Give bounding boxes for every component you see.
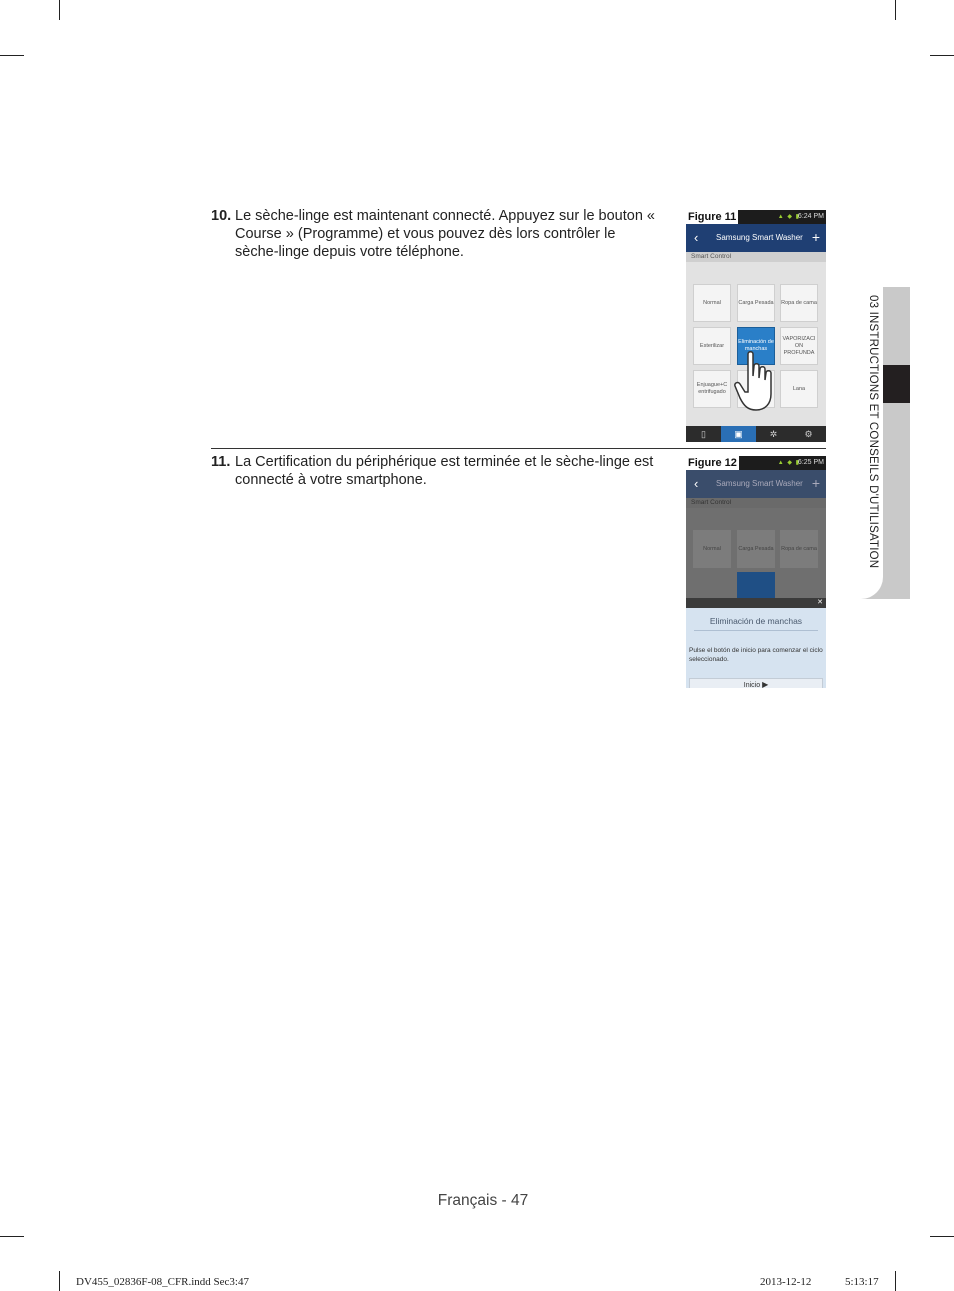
footer-date: 2013-12-12 bbox=[760, 1276, 812, 1288]
status-time: 6:24 PM bbox=[797, 213, 824, 220]
add-icon: + bbox=[811, 475, 820, 491]
app-title: Samsung Smart Washer bbox=[716, 479, 803, 488]
back-icon: ‹ bbox=[694, 476, 699, 491]
dialog-title: Eliminación de manchas bbox=[709, 616, 803, 626]
course-tile: Normal bbox=[693, 530, 731, 568]
settings-icon: ⚙ bbox=[804, 429, 813, 439]
crop-mark bbox=[930, 1236, 954, 1237]
status-icons: ▲ ◆ ▮ bbox=[777, 214, 800, 220]
play-icon: ▶ bbox=[762, 680, 769, 688]
section-header: Smart Control bbox=[686, 498, 826, 508]
dashboard-icon: ▯ bbox=[701, 429, 706, 439]
course-tile: Esterilizar bbox=[693, 327, 731, 365]
crop-mark bbox=[59, 1271, 60, 1291]
step-number: 11. bbox=[211, 454, 231, 470]
course-tile: Ropa de cama bbox=[780, 530, 818, 568]
page-number: Français - 47 bbox=[437, 1192, 529, 1209]
crop-mark bbox=[0, 55, 24, 56]
course-tile: Carga Pesada bbox=[737, 284, 775, 322]
bottom-toolbar bbox=[686, 426, 826, 442]
course-tile: Lana bbox=[780, 370, 818, 408]
chapter-marker bbox=[883, 365, 910, 403]
figure-12-screenshot bbox=[686, 456, 826, 688]
figure-11-screenshot bbox=[686, 210, 826, 442]
status-time: 6:25 PM bbox=[797, 459, 824, 466]
start-button bbox=[689, 678, 823, 688]
step-number: 10. bbox=[211, 208, 232, 224]
chapter-title: 03 INSTRUCTIONS ET CONSEILS D'UTILISATION bbox=[867, 295, 879, 569]
control-icon: ▣ bbox=[721, 426, 756, 442]
add-icon: + bbox=[811, 229, 820, 245]
crop-mark bbox=[930, 55, 954, 56]
close-icon: ✕ bbox=[686, 598, 826, 608]
crop-mark bbox=[59, 0, 60, 20]
course-tile: VAPORIZACI ON PROFUNDA bbox=[780, 327, 818, 365]
start-label: Inicio bbox=[743, 682, 761, 688]
step-text: La Certification du périphérique est terminée et le sèche-linge est connecté à votre smartphone. bbox=[235, 454, 654, 488]
crop-mark bbox=[0, 1236, 24, 1237]
course-tile: Carga Pesada bbox=[737, 530, 775, 568]
back-icon: ‹ bbox=[694, 230, 699, 245]
hand-pointer-icon bbox=[734, 350, 774, 414]
course-tile: Enjuague+C entrifugado bbox=[693, 370, 731, 408]
crop-mark bbox=[895, 0, 896, 20]
app-bar bbox=[686, 224, 826, 252]
app-title: Samsung Smart Washer bbox=[716, 233, 803, 242]
dialog-divider bbox=[694, 630, 818, 631]
course-dialog bbox=[686, 598, 826, 688]
dialog-message: Pulse el botón de inicio para comenzar el ciclo seleccionado. bbox=[689, 647, 823, 663]
crop-mark bbox=[895, 1271, 896, 1291]
chapter-side-tab bbox=[856, 287, 910, 599]
step-divider bbox=[211, 448, 826, 449]
smart-care-icon: ✲ bbox=[769, 429, 778, 439]
footer-file: DV455_02836F-08_CFR.indd Sec3:47 bbox=[76, 1276, 249, 1288]
course-tile-selected: Eliminación de manchas bbox=[737, 327, 775, 365]
app-bar bbox=[686, 470, 826, 498]
step-text: Le sèche-linge est maintenant connecté. Appuyez sur le bouton « Course » (Programme) et vous pouvez dès lors contrôler le sèche-linge depuis votre téléphone. bbox=[235, 208, 655, 260]
dimmed-grid bbox=[686, 508, 826, 598]
course-tile: Ropa de cama bbox=[780, 284, 818, 322]
section-header: Smart Control bbox=[686, 252, 826, 262]
figure-label: Figure 12 bbox=[688, 457, 737, 469]
status-icons: ▲ ◆ ▮ bbox=[777, 460, 800, 466]
footer-time: 5:13:17 bbox=[845, 1276, 879, 1288]
side-tab-panel bbox=[856, 287, 883, 599]
course-tile: Normal bbox=[693, 284, 731, 322]
figure-label: Figure 11 bbox=[688, 211, 737, 223]
course-tile-selected bbox=[737, 572, 775, 598]
